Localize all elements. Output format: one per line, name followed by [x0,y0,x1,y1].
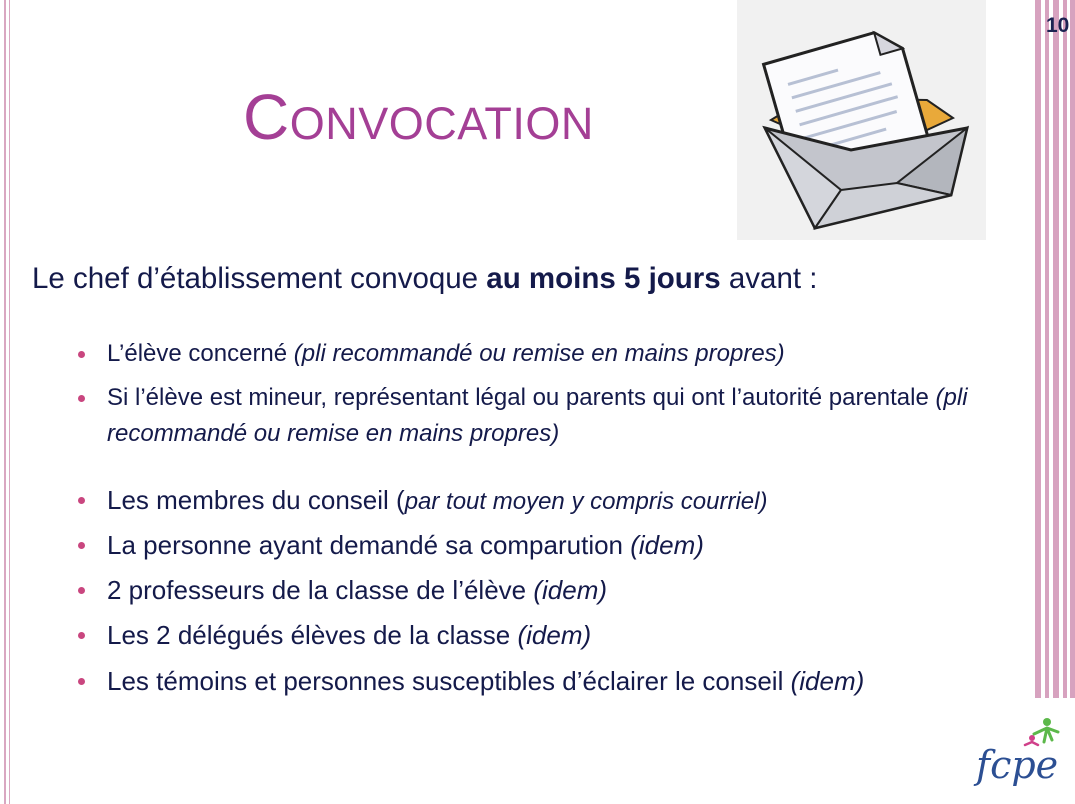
fcpe-logo [970,712,1065,792]
slide-title: Convocation [243,81,594,153]
intro-sentence [32,262,817,296]
item-text: Les membres du conseil ( [107,485,405,515]
item-text: Si l’élève est mineur, représentant légal ou parents qui ont l’autorité parentale [107,384,936,411]
item-note: (pli recommandé ou remise en mains propres) [293,340,785,367]
item-note: (idem) [533,575,608,605]
item-note: (idem) [790,666,865,696]
left-border-line [4,0,6,804]
bullet-icon [78,497,85,504]
bullet-icon [78,587,85,594]
item-note: (pli recommandé ou remise en mains propres) [107,384,968,447]
item-text: Les témoins et personnes susceptibles d’éclairer le conseil [107,666,791,696]
intro-text: Le chef d’établissement convoque [32,262,487,295]
bullet-icon [78,351,85,358]
bullet-icon [78,395,85,402]
item-text: Les 2 délégués élèves de la classe [107,620,518,650]
bullet-icon [78,632,85,639]
item-note: par tout moyen y compris courriel) [404,488,768,515]
intro-emphasis: au moins 5 jours [486,262,721,295]
item-text: La personne ayant demandé sa comparution [107,530,631,560]
item-note: (idem) [517,620,592,650]
right-stripes-decoration [1035,0,1075,698]
left-border-line [9,0,10,804]
item-text: 2 professeurs de la classe de l’élève [107,575,534,605]
item-text: L’élève concerné [107,340,294,367]
intro-text-end: avant : [720,262,818,295]
page-number: 10 [1046,14,1070,37]
bullet-icon [78,678,85,685]
bullet-icon [78,542,85,549]
item-note: (idem) [630,530,704,560]
logo-text: fcpe [976,743,1059,787]
envelope-icon [737,0,986,240]
